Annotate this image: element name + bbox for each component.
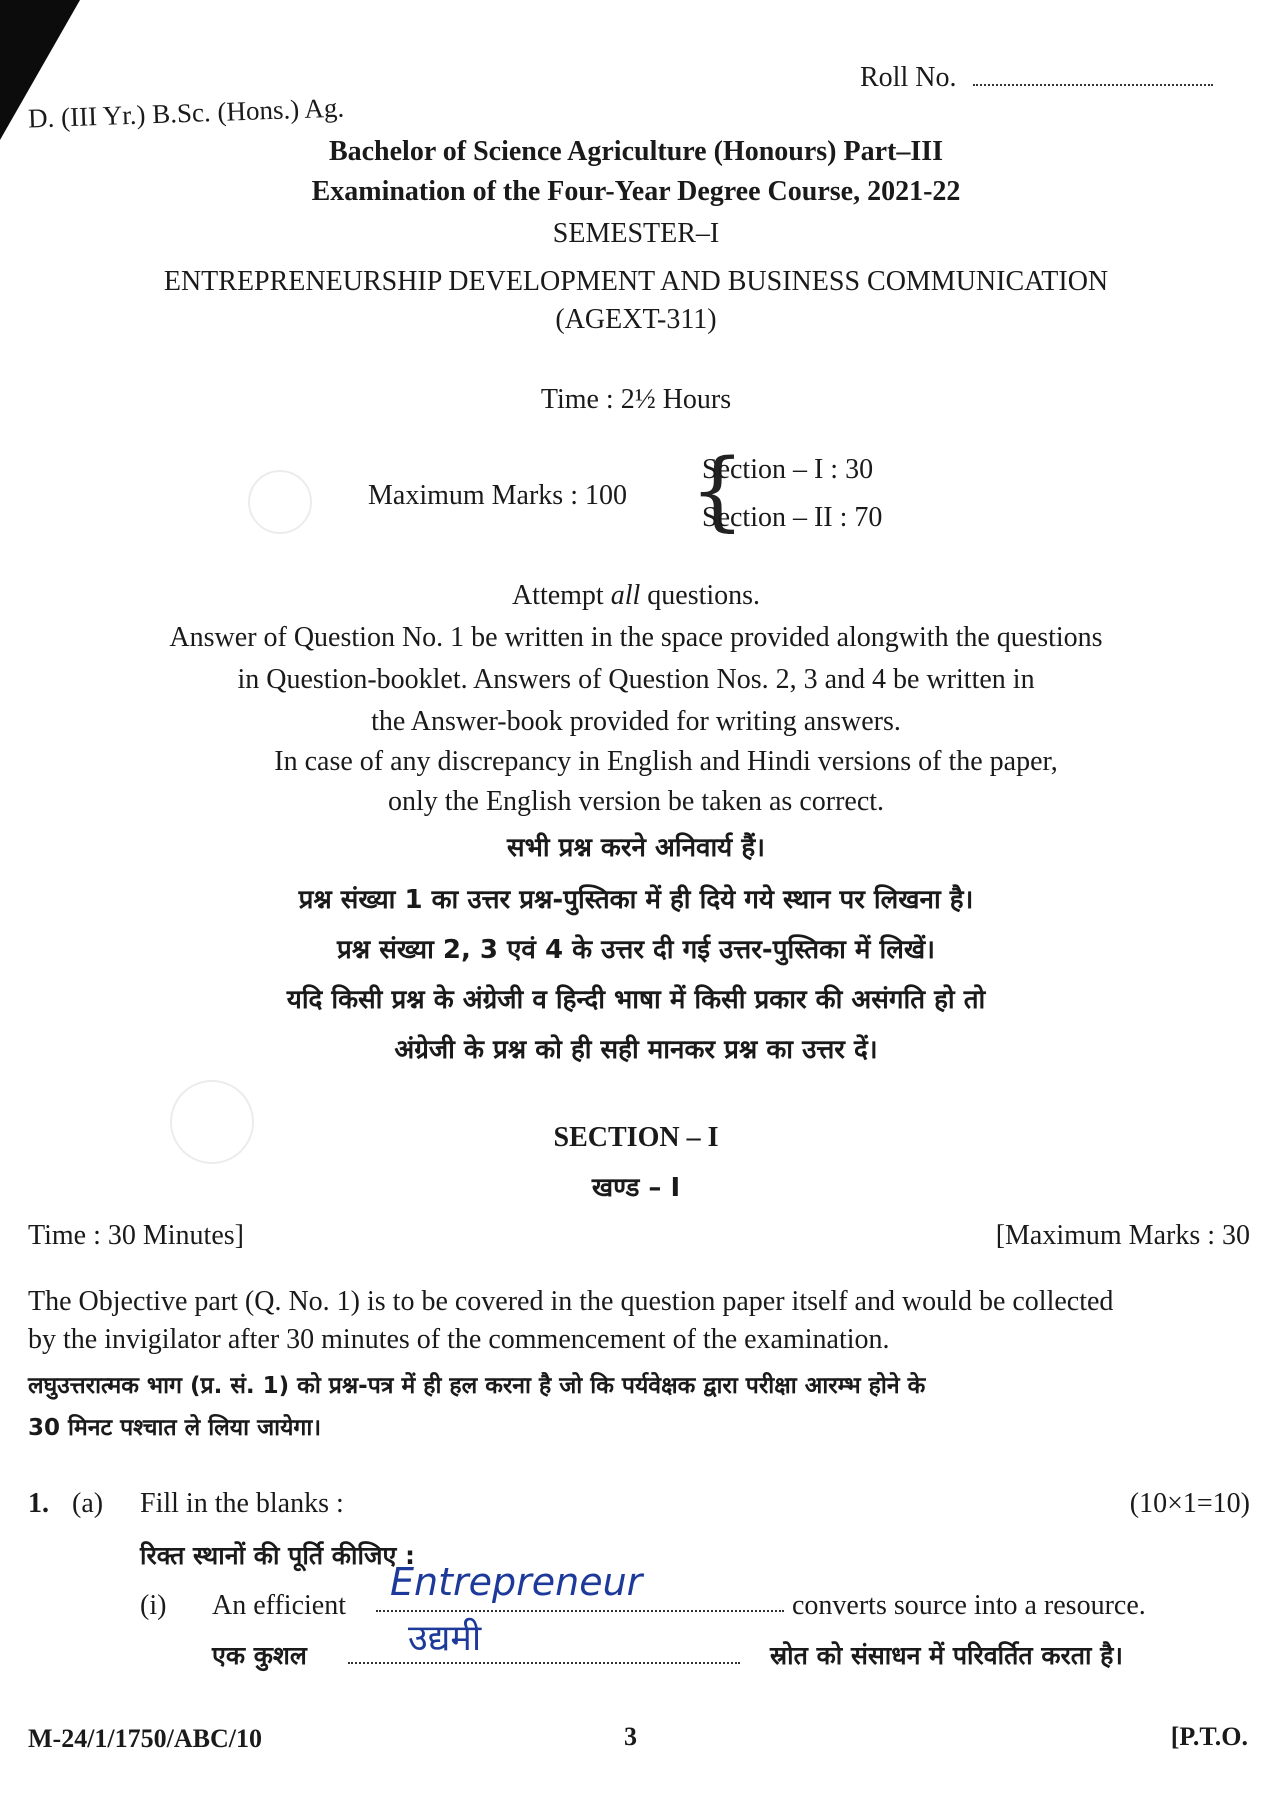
exam-title: Examination of the Four-Year Degree Course, 2021-22	[311, 176, 961, 207]
section1-note: by the invigilator after 30 minutes of the commencement of the examination.	[28, 1324, 890, 1355]
semester: SEMESTER–I	[552, 218, 720, 249]
handwritten-answer-hindi: उद्यमी	[408, 1618, 482, 1659]
paper-code: M-24/1/1750/ABC/10	[28, 1724, 262, 1753]
section1-note-hindi: लघुउत्तरात्मक भाग (प्र. सं. 1) को प्रश्न-पत्र में ही हल करना है जो कि पर्यवेक्षक द्वारा परीक्षा आरम्भ होने के	[28, 1373, 926, 1399]
section1-marks: Section – I : 30	[702, 454, 874, 485]
faint-stain	[248, 470, 312, 534]
blank-dots	[348, 1640, 740, 1664]
item-text-start: An efficient	[212, 1590, 346, 1621]
question-instruction-hindi: रिक्त स्थानों की पूर्ति कीजिए :	[140, 1541, 416, 1570]
instruction-line: only the English version be taken as correct.	[387, 786, 885, 817]
attempt-text-end: questions.	[640, 580, 761, 611]
question-part: (a)	[72, 1488, 104, 1519]
subject-title: ENTREPRENEURSHIP DEVELOPMENT AND BUSINESS COMMUNICATION	[163, 266, 1109, 297]
page-number: 3	[624, 1722, 637, 1751]
attempt-text: Attempt	[511, 580, 611, 611]
hindi-instruction: यदि किसी प्रश्न के अंग्रेजी व हिन्दी भाषा में किसी प्रकार की असंगति हो तो	[286, 985, 986, 1015]
brace: {	[690, 441, 745, 541]
question-number: 1.	[28, 1488, 49, 1519]
question-instruction: Fill in the blanks :	[140, 1488, 344, 1519]
section1-title: SECTION – I	[553, 1122, 719, 1153]
roll-no-blank	[973, 84, 1213, 86]
section1-title-hindi: खण्ड – I	[591, 1173, 681, 1203]
question-marks: (10×1=10)	[1129, 1488, 1250, 1519]
hindi-instruction: प्रश्न संख्या 1 का उत्तर प्रश्न-पुस्तिका में ही दिये गये स्थान पर लिखना है।	[298, 885, 974, 915]
subject-code: (AGEXT-311)	[555, 304, 717, 335]
attempt-emphasis: all	[610, 580, 641, 611]
roll-no-field	[860, 62, 1213, 94]
answer-blank-hindi[interactable]	[348, 1618, 740, 1662]
section2-marks: Section – II : 70	[702, 502, 883, 533]
handwritten-answer: Entrepreneur	[390, 1560, 643, 1604]
hindi-instruction: प्रश्न संख्या 2, 3 एवं 4 के उत्तर दी गई उत्तर-पुस्तिका में लिखें।	[337, 935, 935, 965]
instruction-line: in Question-booklet. Answers of Question Nos. 2, 3 and 4 be written in	[237, 664, 1035, 695]
attempt-all-line	[0, 580, 1272, 612]
instruction-line: the Answer-book provided for writing answers.	[371, 706, 901, 737]
answer-blank[interactable]	[376, 1560, 784, 1610]
hindi-instruction: अंग्रेजी के प्रश्न को ही सही मानकर प्रश्न का उत्तर दें।	[394, 1035, 878, 1065]
item-label: (i)	[140, 1590, 167, 1621]
hindi-instruction: सभी प्रश्न करने अनिवार्य हैं।	[507, 833, 765, 863]
instruction-line: Answer of Question No. 1 be written in the space provided alongwith the questions	[169, 622, 1103, 653]
degree-title: Bachelor of Science Agriculture (Honours) Part–III	[328, 136, 944, 167]
roll-no-label: Roll No.	[860, 62, 957, 93]
item-text-end-hindi: स्रोत को संसाधन में परिवर्तित करता है।	[770, 1641, 1123, 1670]
section1-note-hindi: 30 मिनट पश्चात ले लिया जायेगा।	[28, 1415, 322, 1441]
section1-time: Time : 30 Minutes]	[28, 1220, 244, 1251]
exam-time: Time : 2½ Hours	[540, 384, 732, 415]
section1-max-marks: [Maximum Marks : 30	[995, 1220, 1250, 1251]
maximum-marks: Maximum Marks : 100	[368, 480, 627, 511]
section1-note: The Objective part (Q. No. 1) is to be covered in the question paper itself and would be collected	[28, 1286, 1114, 1317]
item-text-end: converts source into a resource.	[792, 1590, 1146, 1621]
item-text-start-hindi: एक कुशल	[212, 1641, 307, 1670]
please-turn-over: [P.T.O.	[1170, 1722, 1248, 1751]
instruction-line: In case of any discrepancy in English and Hindi versions of the paper,	[274, 746, 1058, 777]
course-code: D. (III Yr.) B.Sc. (Hons.) Ag.	[27, 92, 345, 134]
